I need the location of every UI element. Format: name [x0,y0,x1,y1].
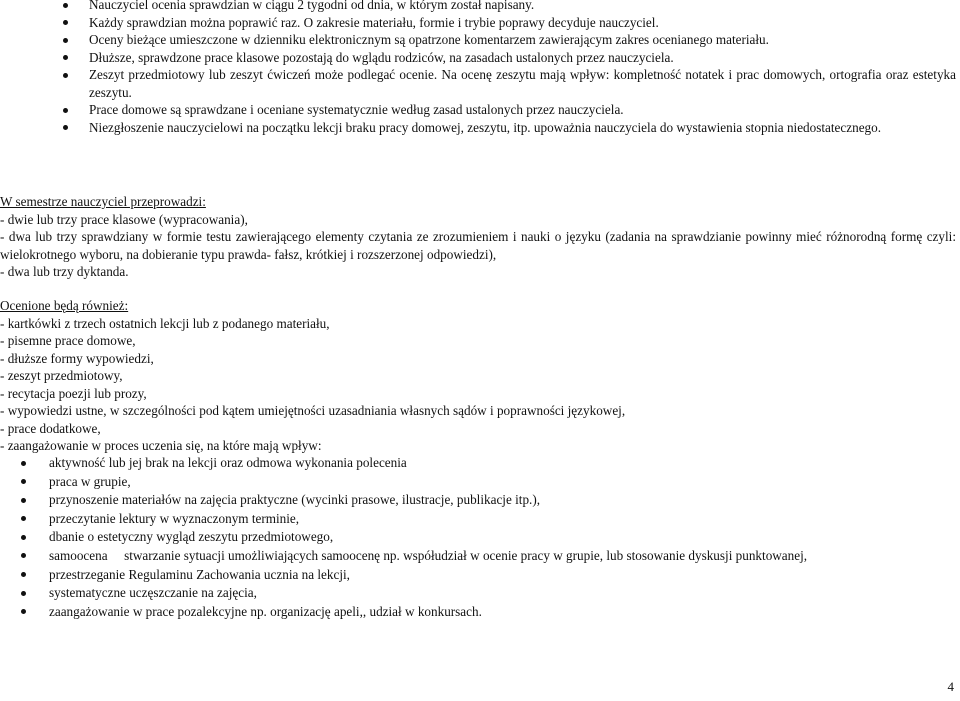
graded-item: - zeszyt przedmiotowy, [0,368,123,383]
rule-item: Zeszyt przedmiotowy lub zeszyt ćwiczeń może podlegać ocenie. Na ocenę zeszytu mają wpływ: kompletność notatek i prac domowych, ortografia oraz estetyka zeszytu. [0,66,960,101]
engagement-item: systematyczne uczęszczanie na zajęcia, [0,584,960,603]
graded-list [0,315,956,455]
graded-item: - recytacja poezji lub prozy, [0,385,147,401]
engagement-item: praca w grupie, [0,473,960,492]
engagement-item: przynoszenie materiałów na zajęcia praktyczne (wycinki prasowe, ilustracje, publikacje itp.), [0,491,960,510]
semester-item: - dwie lub trzy prace klasowe (wypracowania), [0,211,248,227]
graded-item: - zaangażowanie w proces uczenia się, na które mają wpływ: [0,438,322,453]
rule-item: Dłuższe, sprawdzone prace klasowe pozostają do wglądu rodziców, na zasadach ustalonych przez nauczyciela. [0,49,960,67]
engagement-item: samoocena stwarzanie sytuacji umożliwiających samoocenę np. współudział w ocenie pracy w grupie, lub stosowanie dyskusji punktowanej, [0,547,960,566]
engagement-list [0,454,960,621]
graded-item: - dłuższe formy wypowiedzi, [0,350,154,366]
semester-item: - dwa lub trzy sprawdziany w formie testu zawierającego elementy czytania ze zrozumieniem i nauki o języku (zadania na sprawdzianie powinny mieć różnorodną formę czyli: wielokrotnego wyboru, na dobieranie typu prawda- fałsz, krótkiej i rozszerzonej odpowiedzi), [0,229,956,262]
rule-item: Prace domowe są sprawdzane i oceniane systematycznie według zasad ustalonych przez nauczyciela. [0,101,960,119]
rule-item: Każdy sprawdzian można poprawić raz. O zakresie materiału, formie i trybie poprawy decyduje nauczyciel. [0,14,960,32]
semester-item: - dwa lub trzy dyktanda. [0,264,129,279]
page-number: 4 [947,679,954,694]
graded-item: - prace dodatkowe, [0,420,101,436]
engagement-item: dbanie o estetyczny wygląd zeszytu przedmiotowego, [0,528,960,547]
graded-item: - pisemne prace domowe, [0,333,136,348]
rule-item: Oceny bieżące umieszczone w dzienniku elektronicznym są opatrzone komentarzem zawierającym zakres ocenianego materiału. [0,31,960,49]
graded-item: - wypowiedzi ustne, w szczególności pod kątem umiejętności uzasadniania własnych sądów i poprawności językowej, [0,403,626,418]
rule-item: Niezgłoszenie nauczycielowi na początku lekcji braku pracy domowej, zeszytu, itp. upoważnia nauczyciela do wystawienia stopnia niedostatecznego. [0,119,960,137]
rules-list [0,0,960,136]
graded-heading: Ocenione będą również: [0,298,129,313]
semester-heading: W semestrze nauczyciel przeprowadzi: [0,194,206,209]
rule-item: Nauczyciel ocenia sprawdzian w ciągu 2 tygodni od dnia, w którym został napisany. [0,0,960,14]
engagement-item: przeczytanie lektury w wyznaczonym terminie, [0,510,960,529]
engagement-item: przestrzeganie Regulaminu Zachowania ucznia na lekcji, [0,566,960,585]
graded-item: - kartkówki z trzech ostatnich lekcji lub z podanego materiału, [0,315,330,331]
engagement-item: aktywność lub jej brak na lekcji oraz odmowa wykonania polecenia [0,454,960,473]
semester-list [0,211,956,281]
engagement-item: zaangażowanie w prace pozalekcyjne np. organizację apeli,, udział w konkursach. [0,603,960,622]
